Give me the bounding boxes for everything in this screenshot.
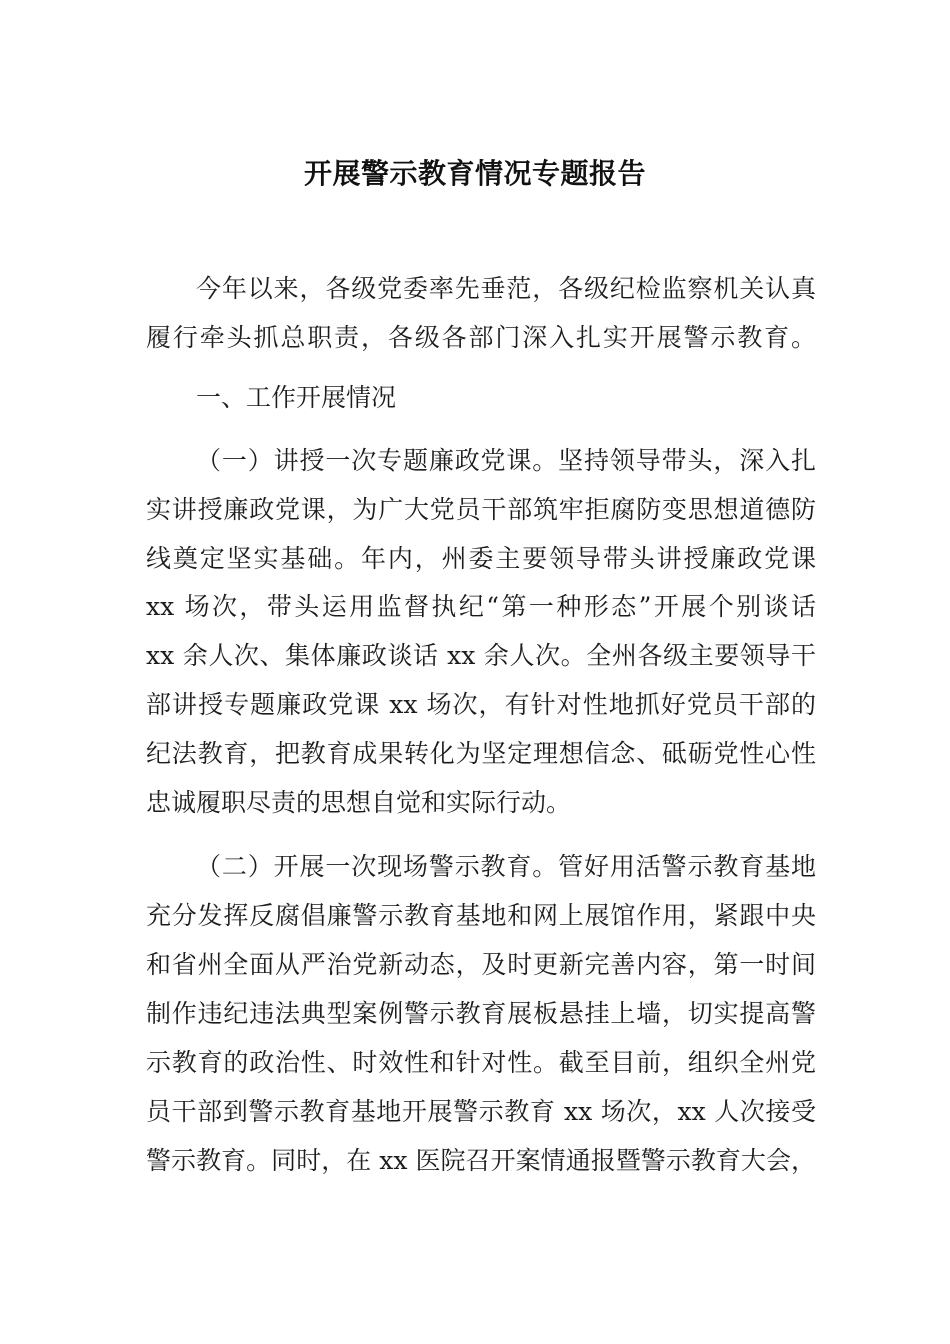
paragraph-line: 今年以来，各级党委率先垂范，各级纪检监察机关认真 <box>196 274 816 303</box>
paragraph-line: xx 场次，带头运用监督执纪“第一种形态”开展个别谈话 <box>146 592 816 621</box>
paragraph-line: 警示教育。同时，在 xx 医院召开案情通报暨警示教育大会， <box>146 1146 816 1175</box>
paragraph-line: 示教育的政治性、时效性和针对性。截至目前，组织全州党 <box>146 1048 816 1077</box>
paragraph-line: （一）讲授一次专题廉政党课。坚持领导带头，深入扎 <box>196 446 816 475</box>
paragraph-line: 制作违纪违法典型案例警示教育展板悬挂上墙，切实提高警 <box>146 999 816 1028</box>
paragraph-line: （二）开展一次现场警示教育。管好用活警示教育基地 <box>196 852 816 881</box>
paragraph-line: 履行牵头抓总职责，各级各部门深入扎实开展警示教育。 <box>146 323 816 352</box>
paragraph-line: 线奠定坚实基础。年内，州委主要领导带头讲授廉政党课 <box>146 544 816 573</box>
paragraph-line: 实讲授廉政党课，为广大党员干部筑牢拒腐防变思想道德防 <box>146 495 816 524</box>
paragraph-line: 部讲授专题廉政党课 xx 场次，有针对性地抓好党员干部的 <box>146 690 816 719</box>
paragraph-line: 忠诚履职尽责的思想自觉和实际行动。 <box>146 788 572 817</box>
paragraph-line: 和省州全面从严治党新动态，及时更新完善内容，第一时间 <box>146 950 816 979</box>
paragraph-line: 纪法教育，把教育成果转化为坚定理想信念、砥砺党性心性 <box>146 739 816 768</box>
page-title: 开展警示教育情况专题报告 <box>303 157 646 190</box>
section-heading: 一、工作开展情况 <box>196 383 397 412</box>
paragraph-line: xx 余人次、集体廉政谈话 xx 余人次。全州各级主要领导干 <box>146 641 816 670</box>
paragraph-line: 员干部到警示教育基地开展警示教育 xx 场次，xx 人次接受 <box>146 1097 816 1126</box>
paragraph-line: 充分发挥反腐倡廉警示教育基地和网上展馆作用，紧跟中央 <box>146 901 816 930</box>
